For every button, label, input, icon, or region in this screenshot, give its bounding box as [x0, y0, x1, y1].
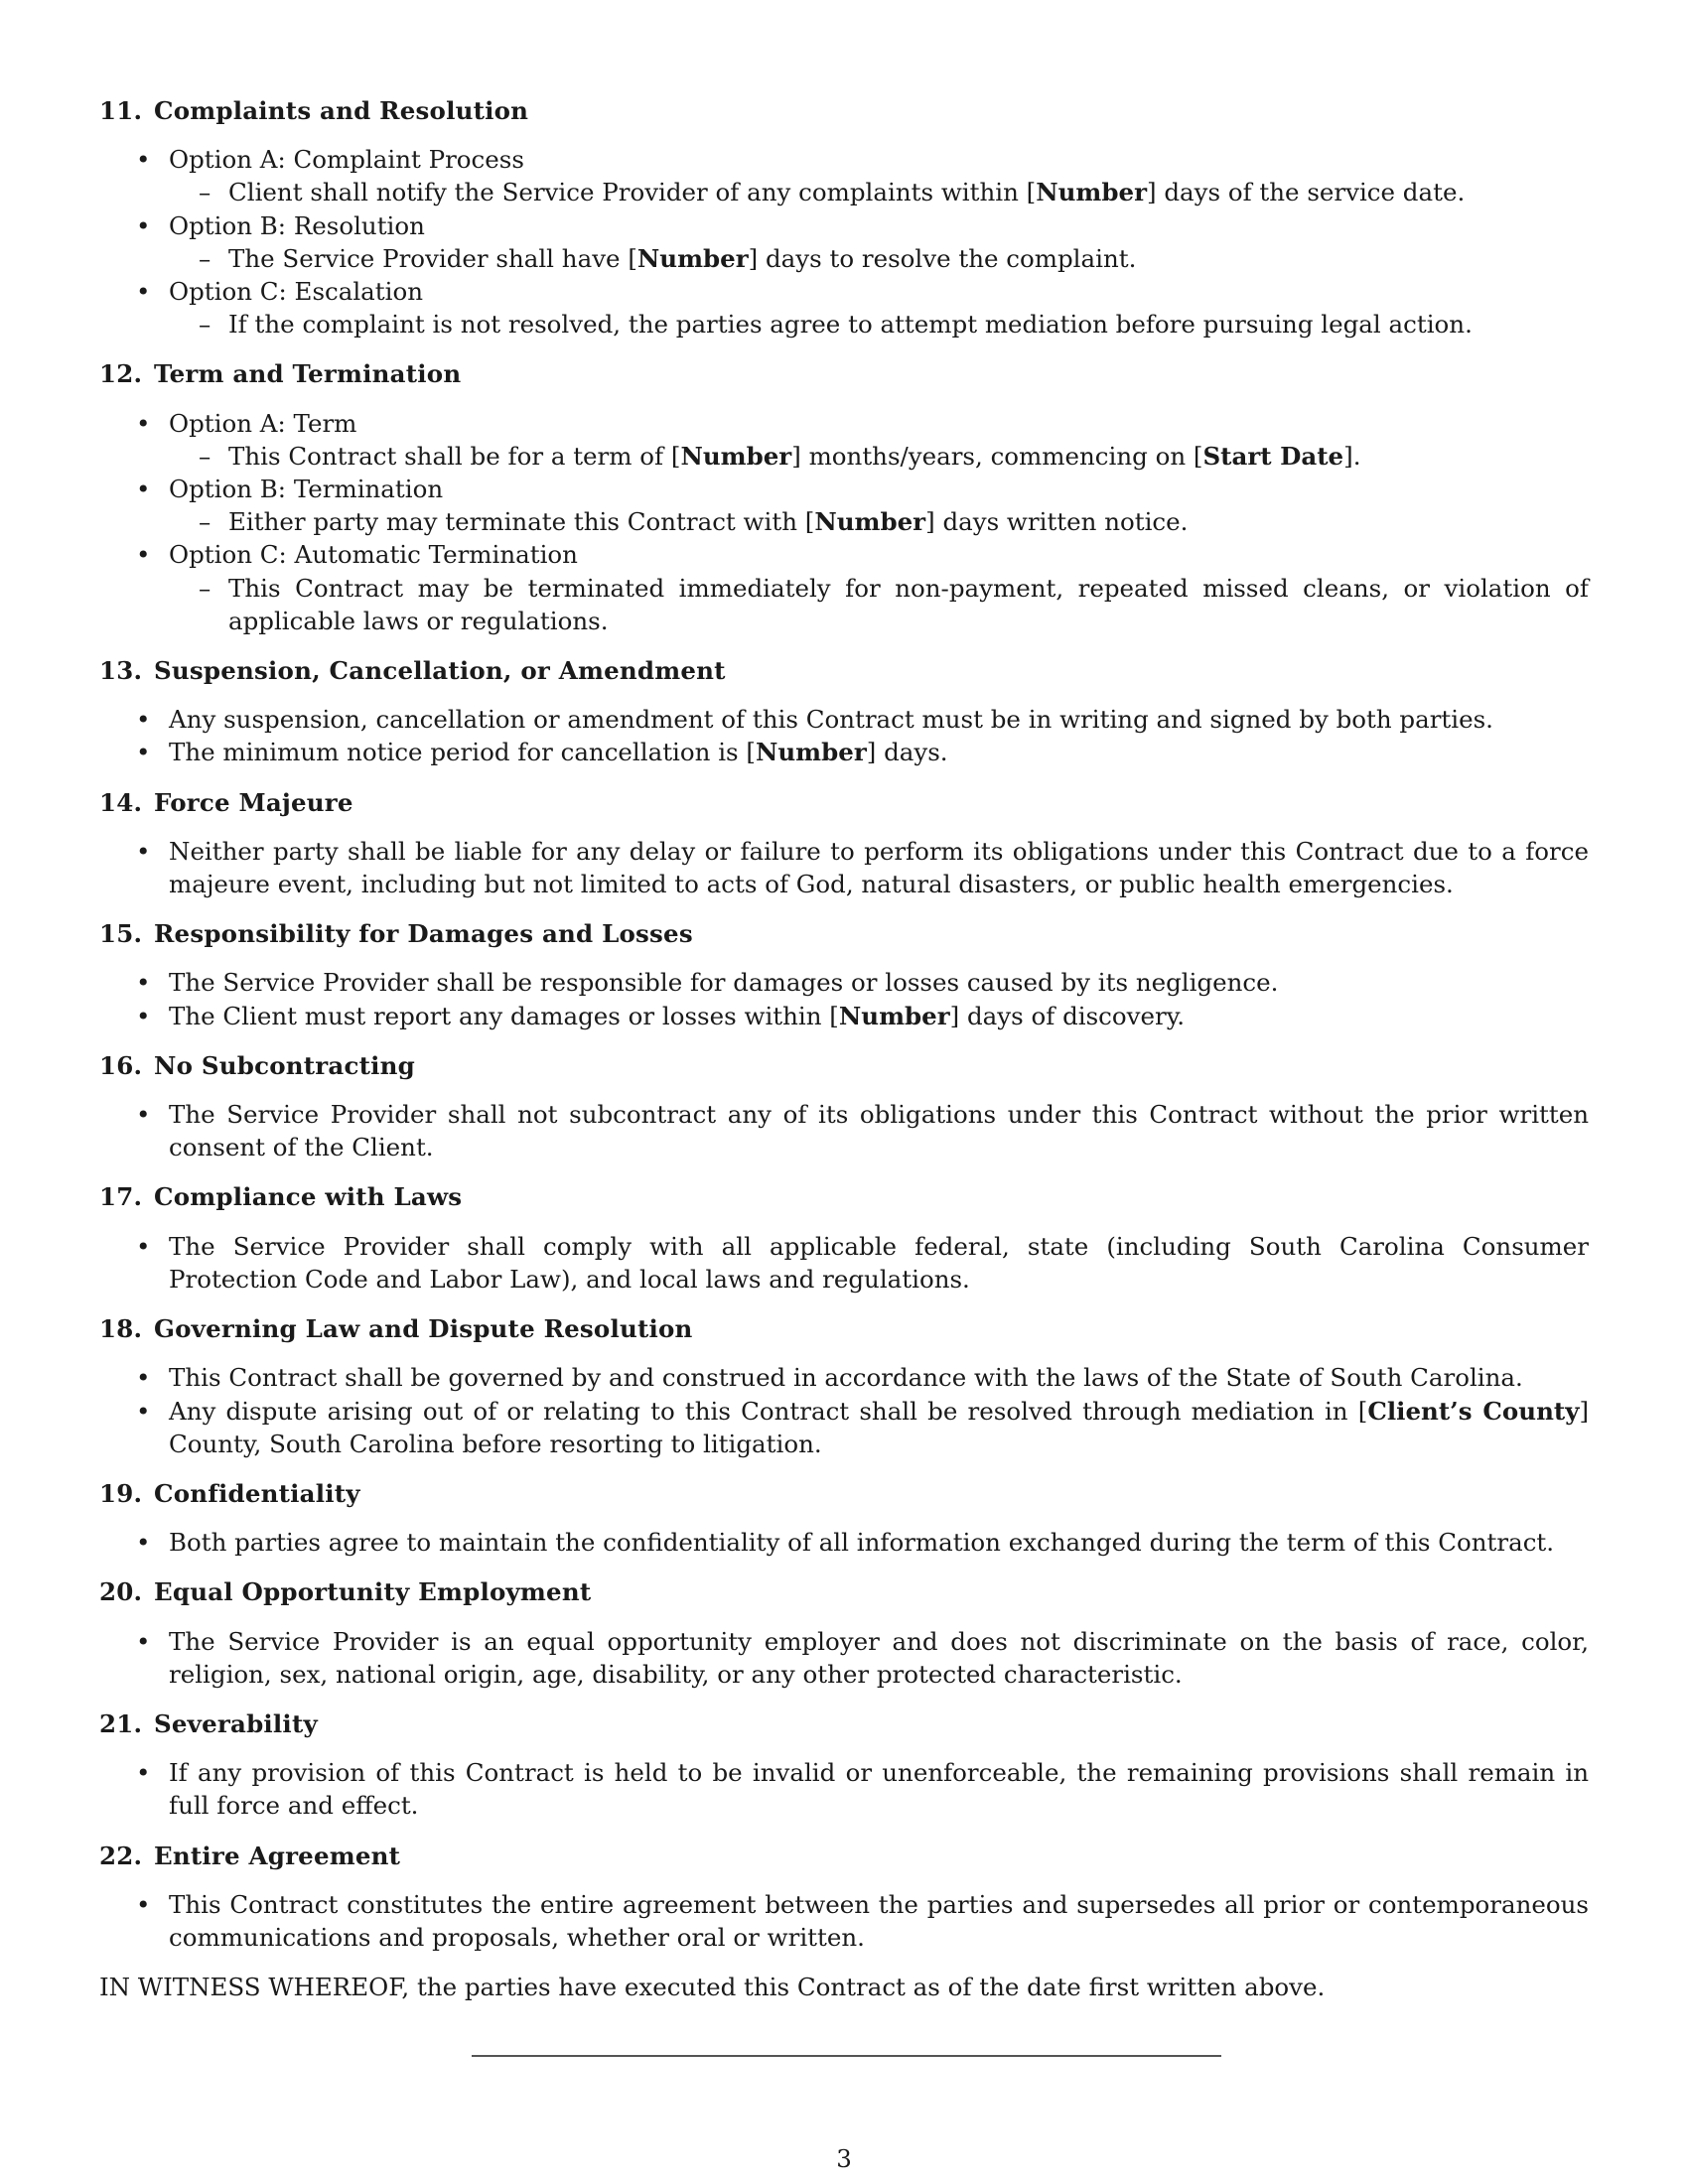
- section-heading: 16. No Subcontracting: [99, 1050, 415, 1080]
- section-heading: 21. Severability: [99, 1708, 318, 1738]
- list-item: • Both parties agree to maintain the confidentiality of all information exchanged during the term of this Contract.: [99, 1526, 1589, 1559]
- sub-list-item: – This Contract shall be for a term of [Number] months/years, commencing on [Start Date].: [169, 440, 1589, 473]
- sub-list-item: – Either party may terminate this Contract with [Number] days written notice.: [169, 505, 1589, 538]
- section-confidentiality: [99, 1477, 1589, 1559]
- clause-list: [99, 1526, 1589, 1559]
- section-damages-and-losses: [99, 917, 1589, 1032]
- section-equal-opportunity: [99, 1575, 1589, 1691]
- section-heading: 11. Complaints and Resolution: [99, 96, 529, 125]
- section-severability: [99, 1707, 1589, 1823]
- section-suspension-cancellation-amendment: [99, 654, 1589, 769]
- option-list: [99, 407, 1589, 637]
- clause-list: [99, 1756, 1589, 1822]
- list-item: • If any provision of this Contract is held to be invalid or unenforceable, the remaining provisions shall remain in full force and effect.: [99, 1756, 1589, 1822]
- clause-list: [99, 1230, 1589, 1296]
- clause-list: [99, 835, 1589, 900]
- list-item: • This Contract shall be governed by and construed in accordance with the laws of the State of South Carolina.: [99, 1361, 1589, 1394]
- clause-list: [99, 1361, 1589, 1460]
- list-item: • Option B: Resolution – The Service Provider shall have [Number] days to resolve the complaint.: [99, 209, 1589, 275]
- list-item: • The Service Provider shall be responsible for damages or losses caused by its negligence.: [99, 966, 1589, 999]
- clause-list: [99, 1625, 1589, 1691]
- signature-line: [472, 2055, 1221, 2057]
- section-entire-agreement: [99, 1840, 1589, 1955]
- sub-list-item: – The Service Provider shall have [Number] days to resolve the complaint.: [169, 242, 1589, 275]
- section-force-majeure: [99, 786, 1589, 901]
- list-item: • Option C: Automatic Termination – This Contract may be terminated immediately for non-payment, repeated missed cleans, or violation of applicable laws or regulations.: [99, 538, 1589, 637]
- clause-list: [99, 966, 1589, 1031]
- section-no-subcontracting: [99, 1049, 1589, 1164]
- clause-list: [99, 1888, 1589, 1954]
- sub-list-item: – Client shall notify the Service Provider of any complaints within [Number] days of the service date.: [169, 176, 1589, 208]
- section-governing-law: [99, 1312, 1589, 1460]
- section-heading: 22. Entire Agreement: [99, 1841, 401, 1870]
- placeholder-field: Number: [814, 507, 926, 537]
- list-item: • This Contract constitutes the entire agreement between the parties and supersedes all prior or contemporaneous communications and proposals, whether oral or written.: [99, 1888, 1589, 1954]
- section-complaints-and-resolution: [99, 94, 1589, 341]
- sub-list-item: – This Contract may be terminated immediately for non-payment, repeated missed cleans, or violation of applicable laws or regulations.: [169, 572, 1589, 637]
- page-number: 3: [836, 2144, 852, 2173]
- list-item: • The Service Provider shall not subcontract any of its obligations under this Contract without the prior written consent of the Client.: [99, 1098, 1589, 1163]
- placeholder-field: Number: [636, 243, 749, 273]
- list-item: • Option A: Complaint Process – Client shall notify the Service Provider of any complaints within [Number] days of the service date.: [99, 143, 1589, 208]
- section-heading: 17. Compliance with Laws: [99, 1182, 463, 1212]
- sub-list-item: – If the complaint is not resolved, the parties agree to attempt mediation before pursuing legal action.: [169, 308, 1589, 341]
- section-heading: 13. Suspension, Cancellation, or Amendment: [99, 656, 726, 686]
- section-heading: 14. Force Majeure: [99, 787, 353, 817]
- list-item: • The Service Provider is an equal opportunity employer and does not discriminate on the basis of race, color, religion, sex, national origin, age, disability, or any other protected characteristic.: [99, 1625, 1589, 1691]
- list-item: • Option C: Escalation – If the complaint is not resolved, the parties agree to attempt mediation before pursuing legal action.: [99, 275, 1589, 341]
- placeholder-field: Start Date: [1202, 441, 1344, 471]
- witness-statement: IN WITNESS WHEREOF, the parties have executed this Contract as of the date first written above.: [99, 1973, 1326, 2002]
- contract-page: [99, 94, 1589, 2003]
- list-item: • Option A: Term – This Contract shall be for a term of [Number] months/years, commencing on [Start Date].: [99, 407, 1589, 473]
- section-heading: 20. Equal Opportunity Employment: [99, 1577, 592, 1607]
- list-item: • Any suspension, cancellation or amendment of this Contract must be in writing and signed by both parties.: [99, 703, 1589, 736]
- section-term-and-termination: [99, 357, 1589, 637]
- list-item: • Any dispute arising out of or relating to this Contract shall be resolved through mediation in [Client’s County] County, South Carolina before resorting to litigation.: [99, 1395, 1589, 1460]
- placeholder-field: Number: [755, 738, 867, 767]
- placeholder-field: Number: [838, 1001, 950, 1030]
- clause-list: [99, 1098, 1589, 1163]
- list-item: • The minimum notice period for cancellation is [Number] days.: [99, 736, 1589, 768]
- list-item: • The Client must report any damages or losses within [Number] days of discovery.: [99, 1000, 1589, 1032]
- section-heading: 12. Term and Termination: [99, 359, 462, 389]
- section-heading: 15. Responsibility for Damages and Losses: [99, 919, 693, 949]
- placeholder-field: Client’s County: [1367, 1396, 1580, 1426]
- list-item: • The Service Provider shall comply with all applicable federal, state (including South Carolina Consumer Protection Code and Labor Law), and local laws and regulations.: [99, 1230, 1589, 1296]
- section-heading: 18. Governing Law and Dispute Resolution: [99, 1314, 693, 1344]
- list-item: • Option B: Termination – Either party may terminate this Contract with [Number] days written notice.: [99, 473, 1589, 538]
- list-item: • Neither party shall be liable for any delay or failure to perform its obligations under this Contract due to a force majeure event, including but not limited to acts of God, natural disasters, or public health emergencies.: [99, 835, 1589, 900]
- section-compliance-with-laws: [99, 1180, 1589, 1296]
- section-heading: 19. Confidentiality: [99, 1478, 360, 1508]
- clause-list: [99, 703, 1589, 768]
- placeholder-field: Number: [1036, 178, 1147, 207]
- placeholder-field: Number: [680, 441, 792, 471]
- option-list: [99, 143, 1589, 341]
